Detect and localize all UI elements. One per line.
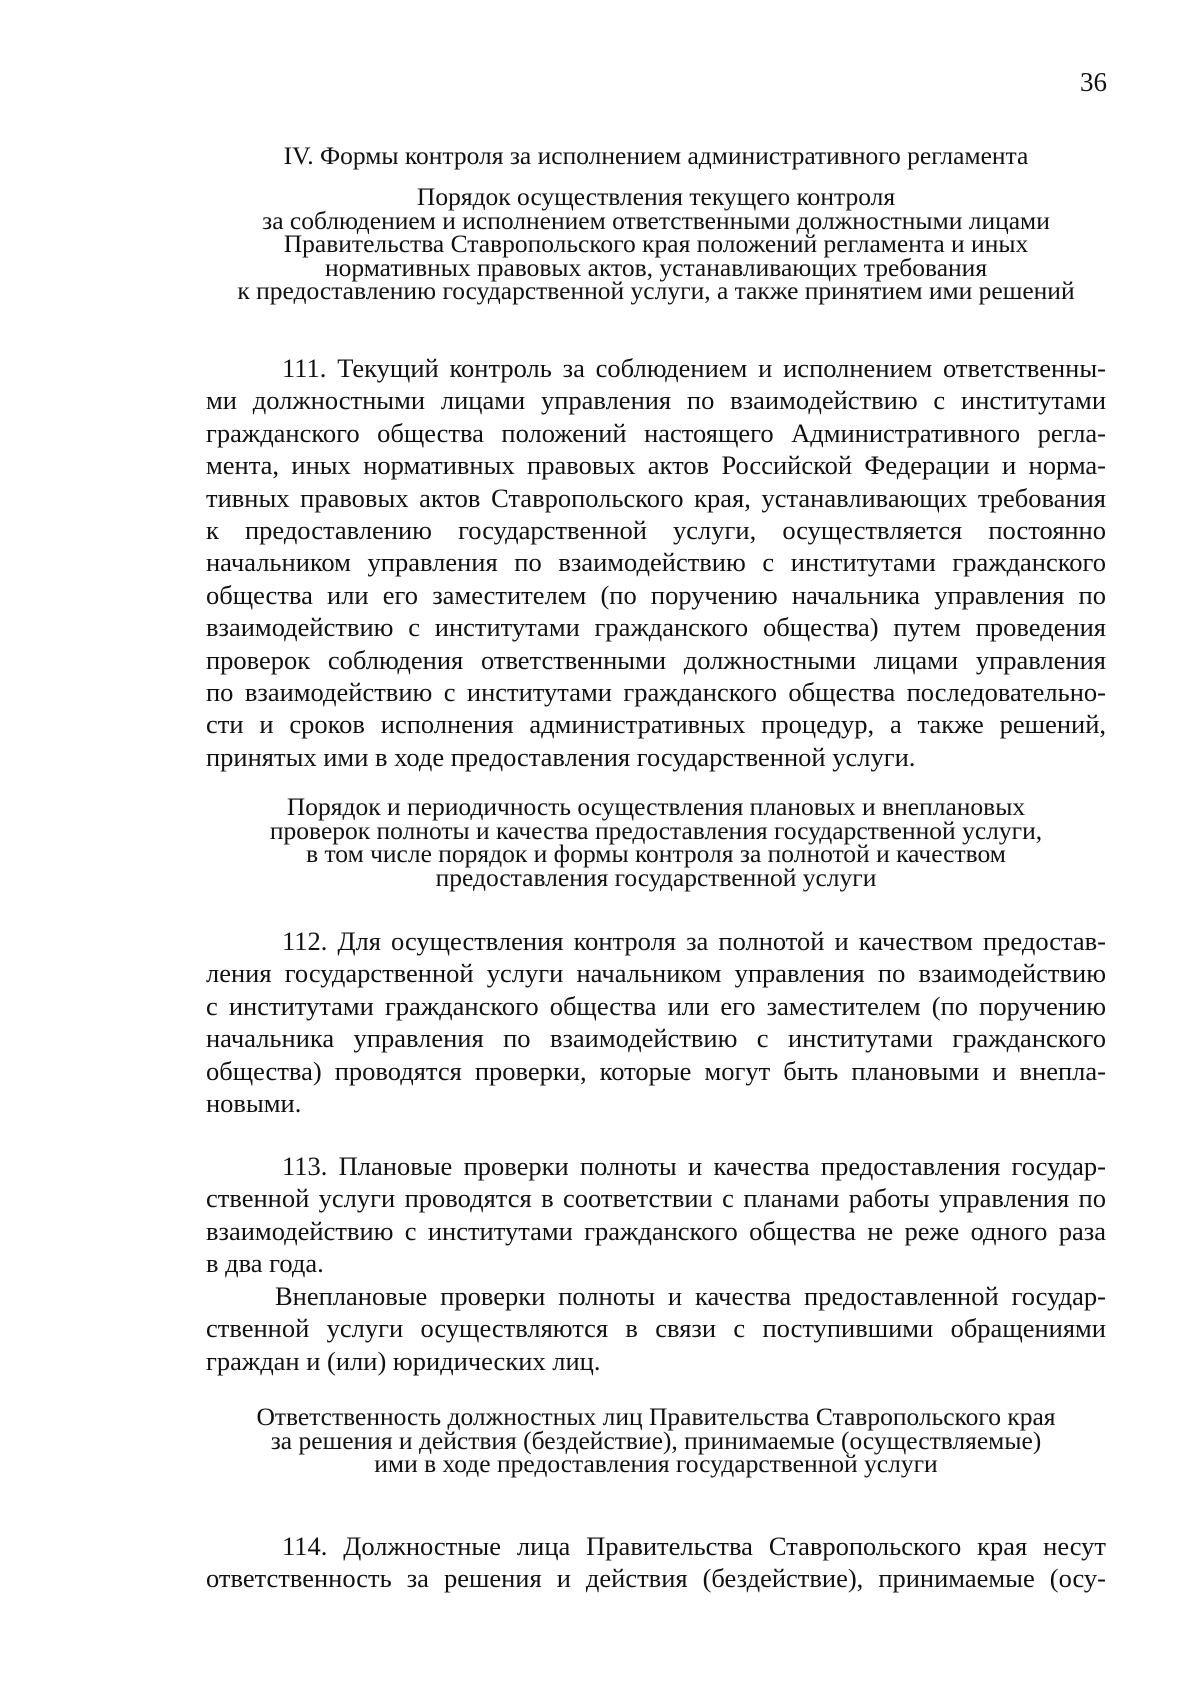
subheading-line: Ответственность должностных лиц Правительства Ставропольского края	[256, 1402, 1056, 1431]
subheading-line: ими в ходе предоставления государственной услуги	[374, 1449, 938, 1478]
paragraph-113	[206, 1150, 1106, 1280]
subheading-line: предоставления государственной услуги	[435, 862, 877, 892]
paragraph-line: по взаимодействию с институтами гражданского общества последовательно-	[206, 676, 1106, 707]
paragraph-line: взаимодействию с институтами гражданского общества) путем проведения	[206, 612, 1106, 643]
subheading-line: к предоставлению государственной услуги, а также принятием ими решений	[237, 276, 1075, 305]
subheading-line: за соблюдением и исполнением ответственными должностными лицами	[262, 205, 1050, 235]
subheading-periodic-checks	[206, 792, 1106, 892]
subheading-line: нормативных правовых актов, устанавливающих требования	[324, 252, 988, 282]
paragraph-line: взаимодействию с институтами гражданского общества не реже одного раза	[206, 1215, 1106, 1246]
subheading-line: за решения и действия (бездействие), принимаемые (осуществляемые)	[270, 1425, 1042, 1455]
subheading-line: Правительства Ставропольского края положений регламента и иных	[283, 229, 1029, 258]
subheading-responsibility	[206, 1402, 1106, 1478]
paragraph-line: ответственность за решения и действия (бездействие), принимаемые (осу-	[206, 1563, 1106, 1594]
paragraph-line: Внеплановые проверки полноты и качества предоставленной государ-	[275, 1281, 1106, 1311]
paragraph-line: начальником управления по взаимодействию с институтами гражданского	[206, 547, 1106, 578]
paragraph-112	[206, 925, 1106, 1119]
paragraph-line: общества) проводятся проверки, которые могут быть плановыми и внепла-	[206, 1055, 1106, 1086]
subheading-line: Порядок и периодичность осуществления плановых и внеплановых	[286, 792, 1026, 821]
page-number: 36	[1080, 67, 1107, 97]
subheading-current-control	[206, 182, 1106, 305]
subheading-line: Порядок осуществления текущего контроля	[416, 182, 896, 211]
paragraph-113-unscheduled	[206, 1280, 1106, 1377]
paragraph-line: ственной услуги проводятся в соответствии с планами работы управления по	[206, 1183, 1106, 1214]
paragraph-line: общества или его заместителем (по поручению начальника управления по	[206, 579, 1106, 610]
paragraph-line: к предоставлению государственной услуги, осуществляется постоянно	[206, 514, 1106, 545]
paragraph-line: начальника управления по взаимодействию с институтами гражданского	[206, 1023, 1106, 1054]
paragraph-line: сти и сроков исполнения административных процедур, а также решений,	[206, 709, 1106, 740]
paragraph-line: ми должностными лицами управления по взаимодействию с институтами	[206, 385, 1106, 416]
paragraph-line: принятых ими в ходе предоставления государственной услуги.	[206, 741, 916, 772]
paragraph-line: тивных правовых актов Ставропольского края, устанавливающих требования	[206, 482, 1106, 513]
paragraph-111	[206, 352, 1106, 773]
paragraph-line: с институтами гражданского общества или его заместителем (по поручению	[206, 990, 1106, 1021]
paragraph-line: мента, иных нормативных правовых актов Российской Федерации и норма-	[206, 450, 1106, 481]
paragraph-line: 112. Для осуществления контроля за полнотой и качеством предостав-	[282, 926, 1106, 956]
subheading-line: в том числе порядок и формы контроля за полнотой и качеством	[306, 839, 1006, 868]
paragraph-line: ственной услуги осуществляются в связи с поступившими обращениями	[206, 1313, 1106, 1344]
paragraph-line: граждан и (или) юридических лиц.	[206, 1345, 601, 1376]
paragraph-line: ления государственной услуги начальником управления по взаимодействию	[206, 958, 1106, 989]
paragraph-line: 111. Текущий контроль за соблюдением и исполнением ответственны-	[282, 353, 1106, 383]
section-title: IV. Формы контроля за исполнением административного регламента	[283, 141, 1029, 170]
paragraph-line: 113. Плановые проверки полноты и качества предоставления государ-	[282, 1151, 1106, 1181]
subheading-line: проверок полноты и качества предоставления государственной услуги,	[269, 815, 1043, 845]
paragraph-line: в два года.	[206, 1248, 324, 1279]
paragraph-line: 114. Должностные лица Правительства Ставропольского края несут	[282, 1531, 1106, 1561]
paragraph-114	[206, 1530, 1106, 1595]
paragraph-line: проверок соблюдения ответственными должностными лицами управления	[206, 644, 1106, 675]
paragraph-line: гражданского общества положений настоящего Административного регла-	[206, 417, 1106, 448]
paragraph-line: новыми.	[206, 1087, 302, 1118]
